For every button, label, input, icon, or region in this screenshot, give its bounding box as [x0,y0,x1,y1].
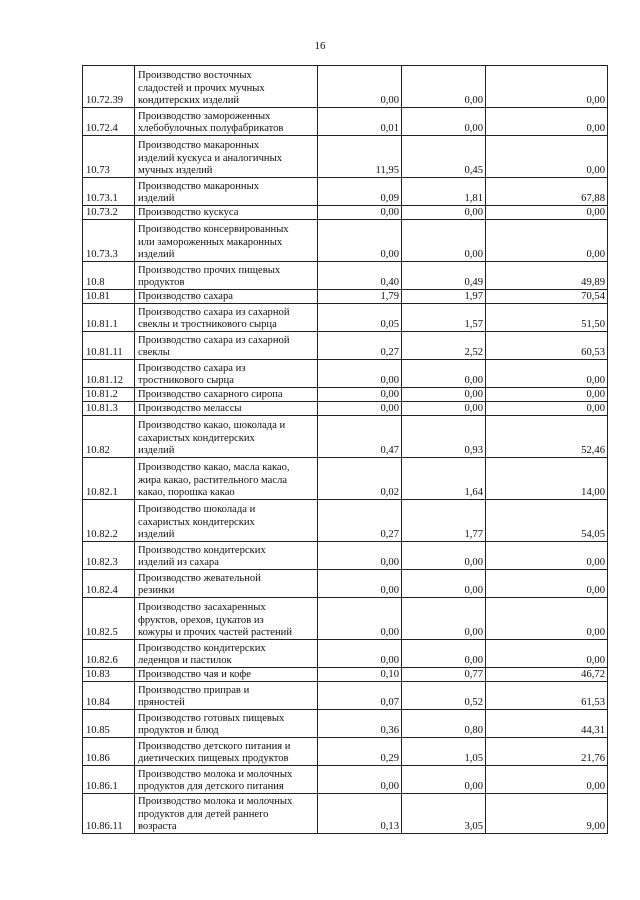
activity-name-cell [135,710,318,738]
value-cell-2: 1,05 [402,738,486,766]
value-cell-1: 0,00 [318,220,402,262]
value-cell-2: 0,00 [402,766,486,794]
value-cell-3: 67,88 [486,178,608,206]
activity-name-line: изделий из сахара [138,556,219,568]
value-cell-1: 0,07 [318,682,402,710]
value-cell-2: 0,00 [402,570,486,598]
activity-name-cell [135,668,318,682]
okved-code-cell: 10.83 [83,668,135,682]
value-cell-2: 0,00 [402,108,486,136]
table-row [83,640,608,668]
okved-code-cell: 10.81.2 [83,388,135,402]
okved-code-cell: 10.72.39 [83,66,135,108]
activity-name-cell [135,360,318,388]
activity-name-line: леденцов и пастилок [138,654,232,666]
activity-name-line: сладостей и прочих мучных [138,82,265,94]
activity-name-line: Производство молока и молочных [138,796,293,808]
activity-name-line: сахаристых кондитерских [138,516,255,528]
value-cell-1: 0,27 [318,500,402,542]
activity-name-line: изделий [138,248,175,260]
value-cell-2: 0,00 [402,66,486,108]
activity-name-line: Производство засахаренных [138,602,266,614]
value-cell-2: 0,00 [402,542,486,570]
activity-name-line: Производство какао, шоколада и [138,420,286,432]
activity-name-line: Производство восточных [138,70,252,82]
value-cell-1: 0,47 [318,416,402,458]
value-cell-1: 0,00 [318,206,402,220]
activity-name-line: Производство чая и кофе [138,668,251,680]
table-row [83,682,608,710]
activity-name-line: мучных изделий [138,164,213,176]
table-row [83,388,608,402]
activity-name-cell [135,640,318,668]
activity-name-line: Производство мелассы [138,402,242,414]
activity-name-cell [135,416,318,458]
value-cell-3: 0,00 [486,108,608,136]
activity-name-cell [135,206,318,220]
table-row [83,108,608,136]
table-row [83,178,608,206]
value-cell-2: 0,00 [402,360,486,388]
value-cell-2: 0,00 [402,598,486,640]
okved-code-cell: 10.82.3 [83,542,135,570]
data-table [82,65,608,834]
table-row [83,290,608,304]
table-row [83,402,608,416]
okved-code-cell: 10.73.1 [83,178,135,206]
value-cell-1: 0,13 [318,794,402,834]
value-cell-1: 0,00 [318,360,402,388]
table-row [83,542,608,570]
activity-name-cell [135,598,318,640]
okved-code-cell: 10.86 [83,738,135,766]
okved-code-cell: 10.81.11 [83,332,135,360]
value-cell-3: 44,31 [486,710,608,738]
okved-code-cell: 10.82.4 [83,570,135,598]
value-cell-3: 0,00 [486,360,608,388]
activity-name-line: свеклы [138,346,170,358]
table-row [83,262,608,290]
okved-code-cell: 10.81 [83,290,135,304]
table-row [83,136,608,178]
value-cell-1: 0,09 [318,178,402,206]
value-cell-2: 0,77 [402,668,486,682]
activity-name-line: Производство сахара из сахарной [138,334,290,346]
value-cell-2: 1,77 [402,500,486,542]
value-cell-3: 0,00 [486,66,608,108]
value-cell-2: 0,00 [402,640,486,668]
table-row [83,360,608,388]
activity-name-line: Производство готовых пищевых [138,712,285,724]
activity-name-line: изделий [138,192,175,204]
value-cell-1: 0,00 [318,66,402,108]
value-cell-2: 3,05 [402,794,486,834]
okved-code-cell: 10.82 [83,416,135,458]
value-cell-3: 0,00 [486,136,608,178]
value-cell-3: 14,00 [486,458,608,500]
value-cell-2: 0,49 [402,262,486,290]
table-row [83,710,608,738]
value-cell-2: 0,93 [402,416,486,458]
activity-name-line: какао, порошка какао [138,486,235,498]
value-cell-1: 0,10 [318,668,402,682]
value-cell-1: 0,40 [318,262,402,290]
activity-name-cell [135,136,318,178]
activity-name-cell [135,66,318,108]
activity-name-cell [135,682,318,710]
activity-name-line: Производство детского питания и [138,740,291,752]
activity-name-cell [135,304,318,332]
value-cell-3: 0,00 [486,220,608,262]
activity-name-line: Производство кускуса [138,206,239,218]
value-cell-3: 54,05 [486,500,608,542]
activity-name-line: пряностей [138,696,185,708]
okved-code-cell: 10.86.11 [83,794,135,834]
value-cell-3: 0,00 [486,766,608,794]
activity-name-cell [135,738,318,766]
activity-name-line: кондитерских изделий [138,94,240,106]
activity-name-line: Производство кондитерских [138,544,266,556]
value-cell-2: 0,00 [402,220,486,262]
value-cell-1: 0,00 [318,402,402,416]
value-cell-3: 46,72 [486,668,608,682]
okved-code-cell: 10.8 [83,262,135,290]
activity-name-line: изделий [138,444,175,456]
activity-name-cell [135,290,318,304]
activity-name-line: кожуры и прочих частей растений [138,626,292,638]
activity-name-line: возраста [138,820,177,832]
activity-name-line: Производство замороженных [138,110,271,122]
value-cell-3: 9,00 [486,794,608,834]
value-cell-3: 51,50 [486,304,608,332]
value-cell-1: 0,00 [318,640,402,668]
activity-name-cell [135,570,318,598]
value-cell-2: 0,00 [402,206,486,220]
activity-name-line: изделий кускуса и аналогичных [138,152,282,164]
okved-code-cell: 10.82.6 [83,640,135,668]
value-cell-1: 0,27 [318,332,402,360]
okved-code-cell: 10.73 [83,136,135,178]
okved-code-cell: 10.82.2 [83,500,135,542]
table-row [83,332,608,360]
value-cell-3: 21,76 [486,738,608,766]
activity-name-line: свеклы и тростникового сырца [138,318,277,330]
table-row [83,766,608,794]
value-cell-2: 1,57 [402,304,486,332]
value-cell-2: 0,52 [402,682,486,710]
activity-name-line: Производство шоколада и [138,504,256,516]
table-row [83,598,608,640]
okved-code-cell: 10.86.1 [83,766,135,794]
value-cell-1: 0,00 [318,388,402,402]
activity-name-line: Производство макаронных [138,180,259,192]
table-body [83,66,608,834]
okved-code-cell: 10.73.2 [83,206,135,220]
value-cell-2: 0,45 [402,136,486,178]
value-cell-1: 0,36 [318,710,402,738]
activity-name-line: тростникового сырца [138,374,234,386]
value-cell-3: 49,89 [486,262,608,290]
activity-name-cell [135,220,318,262]
table-row [83,206,608,220]
activity-name-line: жира какао, растительного масла [138,474,288,486]
table-row [83,220,608,262]
value-cell-1: 0,00 [318,542,402,570]
value-cell-1: 0,01 [318,108,402,136]
activity-name-line: Производство консервированных [138,224,289,236]
okved-code-cell: 10.84 [83,682,135,710]
table-row [83,416,608,458]
okved-code-cell: 10.81.1 [83,304,135,332]
activity-name-cell [135,402,318,416]
activity-name-line: продуктов [138,276,185,288]
activity-name-line: резинки [138,584,175,596]
table-row [83,570,608,598]
okved-code-cell: 10.81.3 [83,402,135,416]
okved-code-cell: 10.82.1 [83,458,135,500]
value-cell-1: 0,05 [318,304,402,332]
activity-name-cell [135,542,318,570]
table-row [83,304,608,332]
value-cell-3: 61,53 [486,682,608,710]
table-row [83,500,608,542]
activity-name-line: Производство какао, масла какао, [138,462,290,474]
activity-name-line: продуктов и блюд [138,724,219,736]
value-cell-1: 0,29 [318,738,402,766]
activity-name-line: изделий [138,528,175,540]
activity-name-cell [135,794,318,834]
value-cell-1: 11,95 [318,136,402,178]
value-cell-1: 1,79 [318,290,402,304]
table-row [83,668,608,682]
value-cell-2: 0,80 [402,710,486,738]
value-cell-3: 0,00 [486,640,608,668]
activity-name-line: диетических пищевых продуктов [138,752,289,764]
table-row [83,458,608,500]
activity-name-line: Производство кондитерских [138,642,266,654]
activity-name-cell [135,458,318,500]
activity-name-cell [135,262,318,290]
value-cell-3: 0,00 [486,206,608,220]
activity-name-line: Производство макаронных [138,140,259,152]
activity-name-cell [135,500,318,542]
activity-name-line: Производство приправ и [138,684,250,696]
table-row [83,738,608,766]
activity-name-line: хлебобулочных полуфабрикатов [138,122,284,134]
activity-name-line: продуктов для детей раннего [138,808,269,820]
activity-name-line: сахаристых кондитерских [138,432,255,444]
value-cell-1: 0,00 [318,766,402,794]
activity-name-line: продуктов для детского питания [138,780,284,792]
activity-name-line: или замороженных макаронных [138,236,283,248]
okved-code-cell: 10.82.5 [83,598,135,640]
value-cell-2: 2,52 [402,332,486,360]
okved-code-cell: 10.73.3 [83,220,135,262]
value-cell-3: 0,00 [486,388,608,402]
value-cell-3: 0,00 [486,570,608,598]
value-cell-1: 0,02 [318,458,402,500]
activity-name-line: Производство сахарного сиропа [138,388,283,400]
value-cell-3: 60,53 [486,332,608,360]
value-cell-2: 1,97 [402,290,486,304]
activity-name-cell [135,332,318,360]
value-cell-2: 1,81 [402,178,486,206]
value-cell-3: 0,00 [486,542,608,570]
value-cell-2: 0,00 [402,388,486,402]
value-cell-2: 1,64 [402,458,486,500]
value-cell-2: 0,00 [402,402,486,416]
activity-name-cell [135,766,318,794]
okved-code-cell: 10.81.12 [83,360,135,388]
activity-name-cell [135,388,318,402]
activity-name-line: фруктов, орехов, цукатов из [138,614,264,626]
activity-name-line: Производство сахара [138,290,234,302]
value-cell-1: 0,00 [318,598,402,640]
activity-name-line: Производство молока и молочных [138,768,293,780]
table-row [83,66,608,108]
value-cell-3: 0,00 [486,598,608,640]
activity-name-cell [135,178,318,206]
page-number: 16 [314,40,326,52]
okved-code-cell: 10.72.4 [83,108,135,136]
value-cell-3: 0,00 [486,402,608,416]
activity-name-cell [135,108,318,136]
table-row [83,794,608,834]
value-cell-3: 70,54 [486,290,608,304]
okved-code-cell: 10.85 [83,710,135,738]
value-cell-1: 0,00 [318,570,402,598]
activity-name-line: Производство сахара из сахарной [138,306,290,318]
activity-name-line: Производство прочих пищевых [138,264,281,276]
value-cell-3: 52,46 [486,416,608,458]
activity-name-line: Производство жевательной [138,572,261,584]
activity-name-line: Производство сахара из [138,362,246,374]
